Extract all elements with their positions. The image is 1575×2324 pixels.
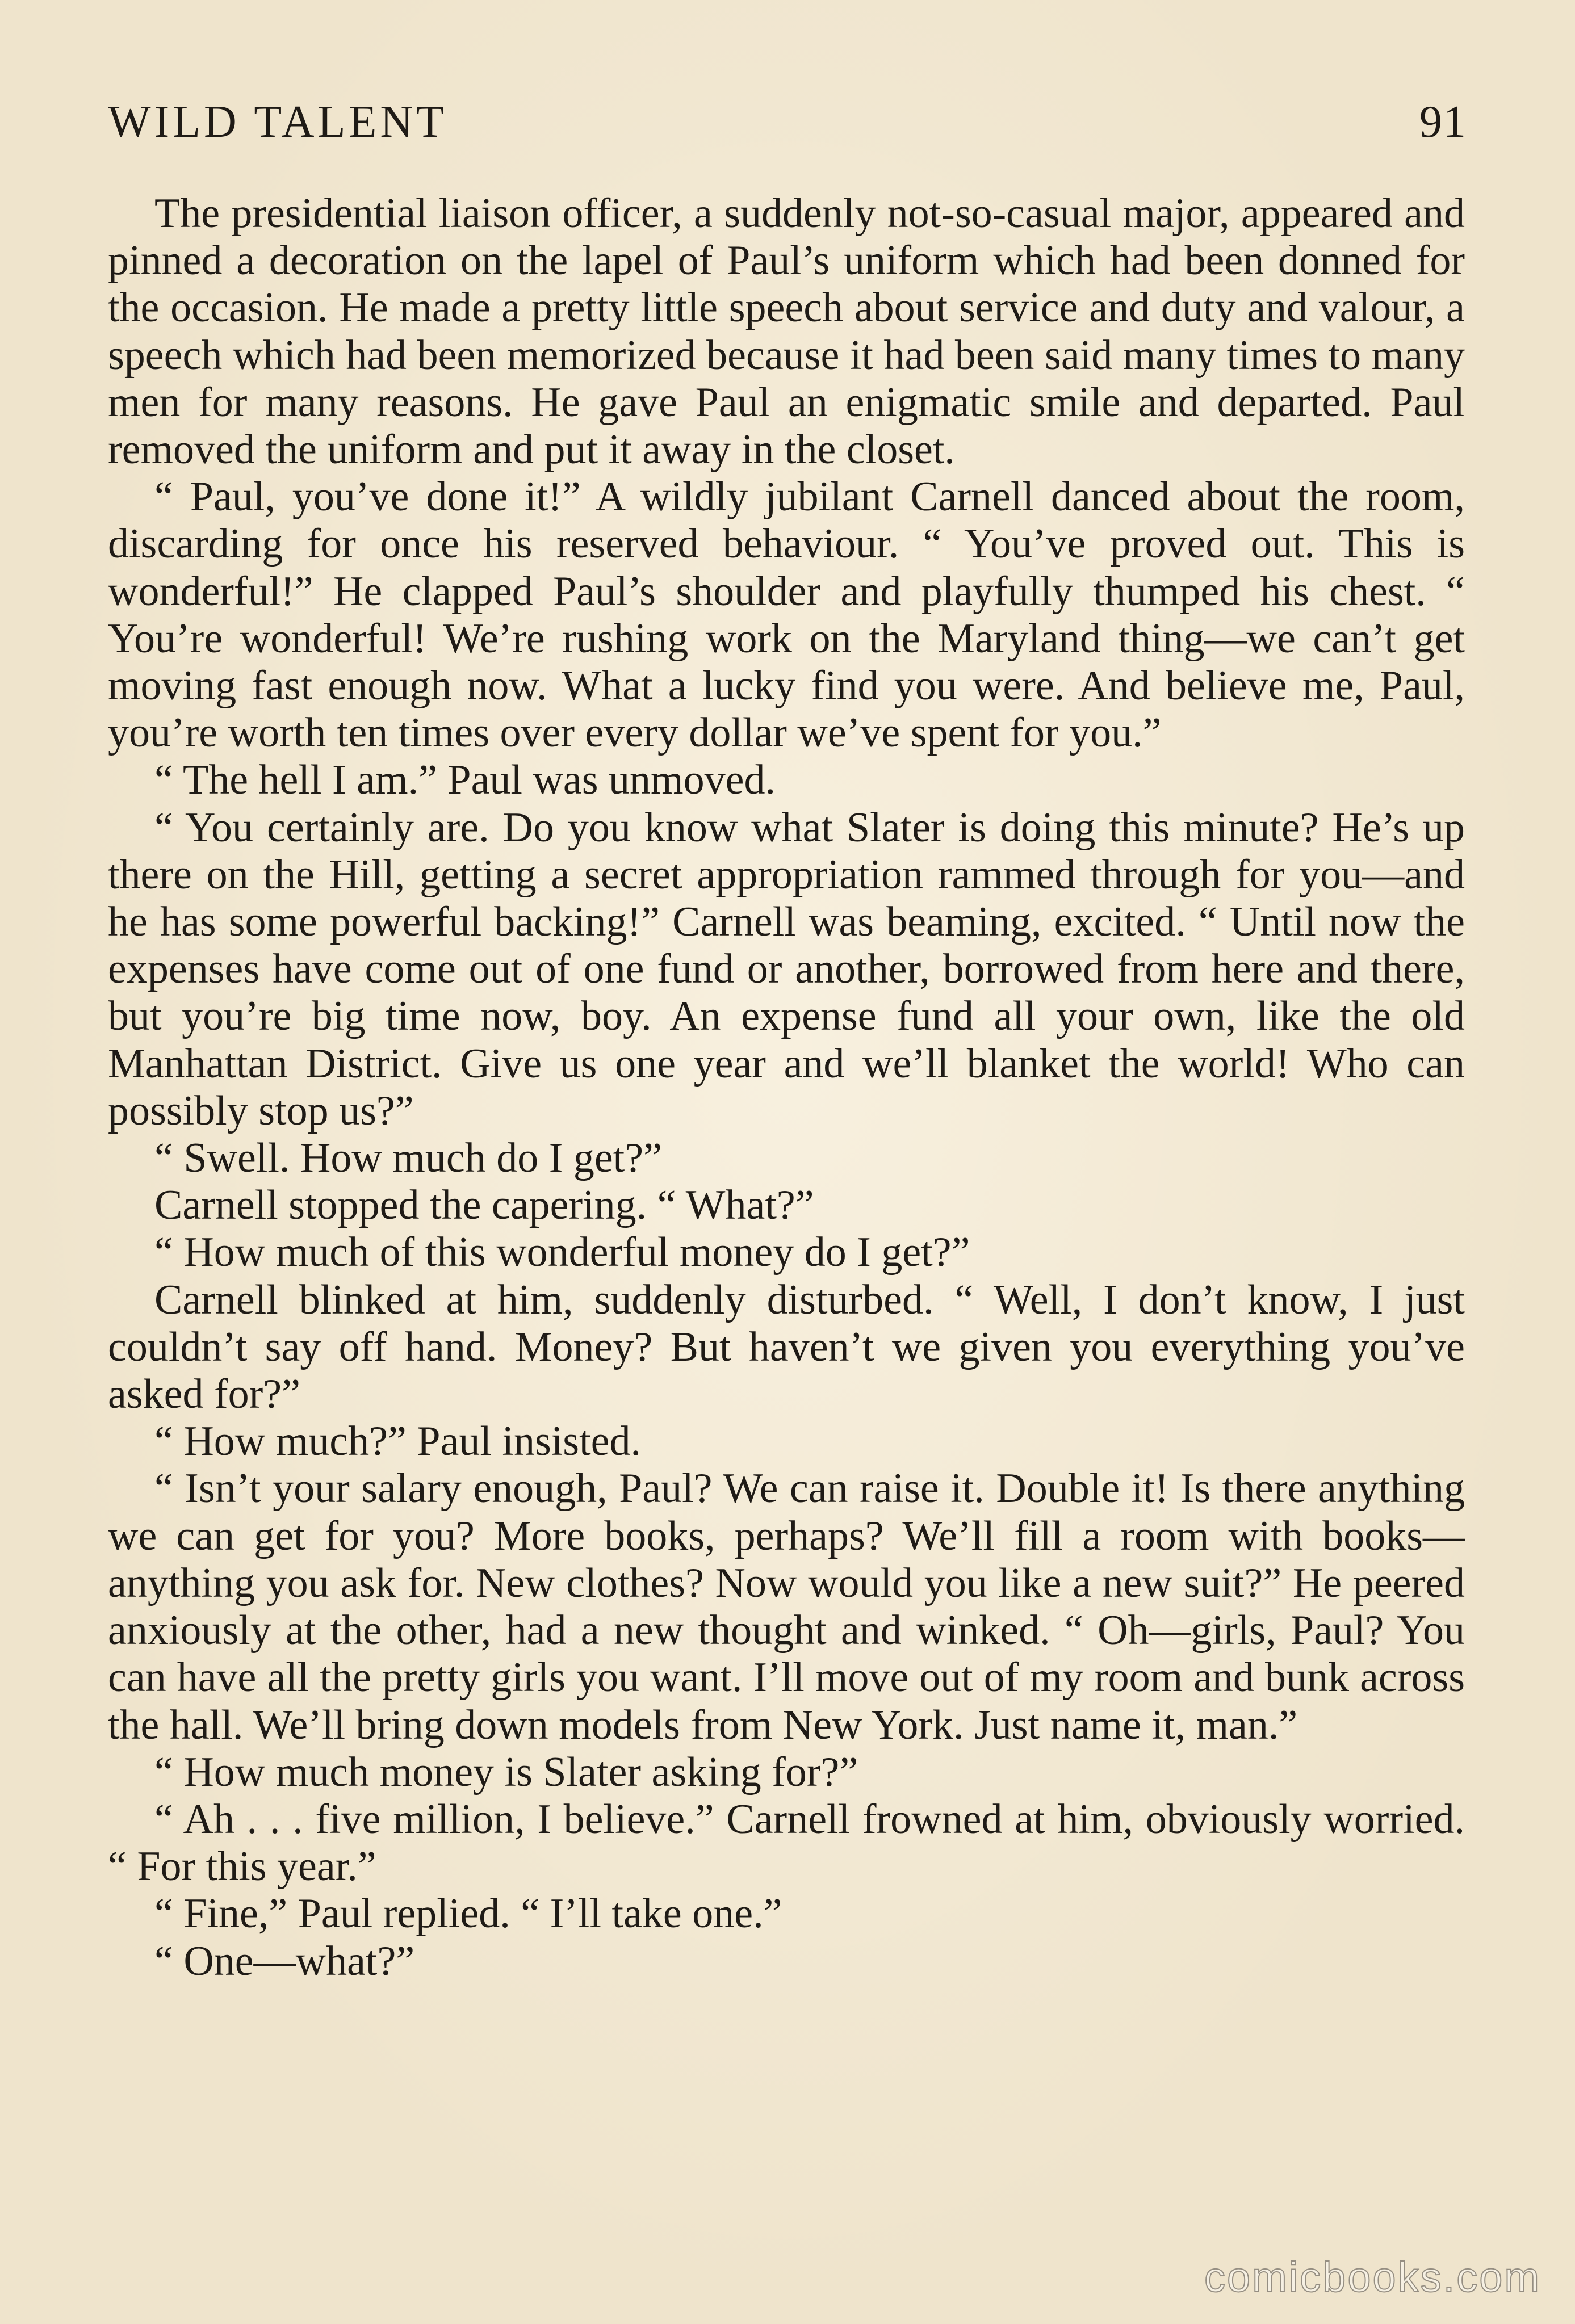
paragraph: Carnell blinked at him, suddenly disturbed. “ Well, I don’t know, I just couldn’t say off hand. Money? But haven’t we given you everything you’ve asked for?” (108, 1276, 1465, 1418)
paragraph: The presidential liaison officer, a suddenly not-so-casual major, appeared and pinned a decoration on the lapel of Paul’s uniform which had been donned for the occasion. He made a pretty little speech about service and duty and valour, a speech which had been memorized because it had been said many times to many men for many reasons. He gave Paul an enigmatic smile and departed. Paul removed the uniform and put it away in the closet. (108, 190, 1465, 473)
paragraph: “ Paul, you’ve done it!” A wildly jubilant Carnell danced about the room, discarding for once his reserved behaviour. “ You’ve proved out. This is wonderful!” He clapped Paul’s shoulder and playfully thumped his chest. “ You’re wonderful! We’re rushing work on the Maryland thing—we can’t get moving fast enough now. What a lucky find you were. And believe me, Paul, you’re worth ten times over every dollar we’ve spent for you.” (108, 473, 1465, 757)
paragraph: “ How much?” Paul insisted. (154, 1418, 641, 1465)
paragraph: “ You certainly are. Do you know what Slater is doing this minute? He’s up there on the Hill, getting a secret appropriation rammed through for you—and he has some powerful backing!” Carnell was beaming, excited. “ Until now the expenses have come out of one fund or another, borrowed from here and there, but you’re big time now, boy. An expense fund all your own, like the old Manhattan District. Give us one year and we’ll blanket the world! Who can possibly stop us?” (108, 804, 1465, 1134)
paragraph: “ How much money is Slater asking for?” (154, 1748, 858, 1796)
running-head-title: WILD TALENT (108, 97, 447, 147)
body-text (108, 190, 1465, 1985)
paragraph: “ Ah . . . five million, I believe.” Carnell frowned at him, obviously worried. “ For this year.” (108, 1796, 1465, 1890)
paragraph: “ The hell I am.” Paul was unmoved. (154, 757, 776, 804)
paragraph: Carnell stopped the capering. “ What?” (154, 1182, 814, 1229)
paragraph: “ Swell. How much do I get?” (154, 1135, 662, 1182)
running-head (108, 97, 1467, 159)
paragraph: “ Isn’t your salary enough, Paul? We can raise it. Double it! Is there anything we can get for you? More books, perhaps? We’ll fill a room with books—anything you ask for. New clothes? Now would you like a new suit?” He peered anxiously at the other, had a new thought and winked. “ Oh—girls, Paul? You can have all the pretty girls you want. I’ll move out of my room and bunk across the hall. We’ll bring down models from New York. Just name it, man.” (108, 1465, 1465, 1748)
paragraph: “ Fine,” Paul replied. “ I’ll take one.” (154, 1890, 782, 1937)
paragraph: “ One—what?” (154, 1937, 415, 1985)
paragraph: “ How much of this wonderful money do I get?” (154, 1229, 970, 1276)
site-watermark: comicbooks.com (1204, 2254, 1541, 2301)
page-number: 91 (1419, 97, 1467, 147)
